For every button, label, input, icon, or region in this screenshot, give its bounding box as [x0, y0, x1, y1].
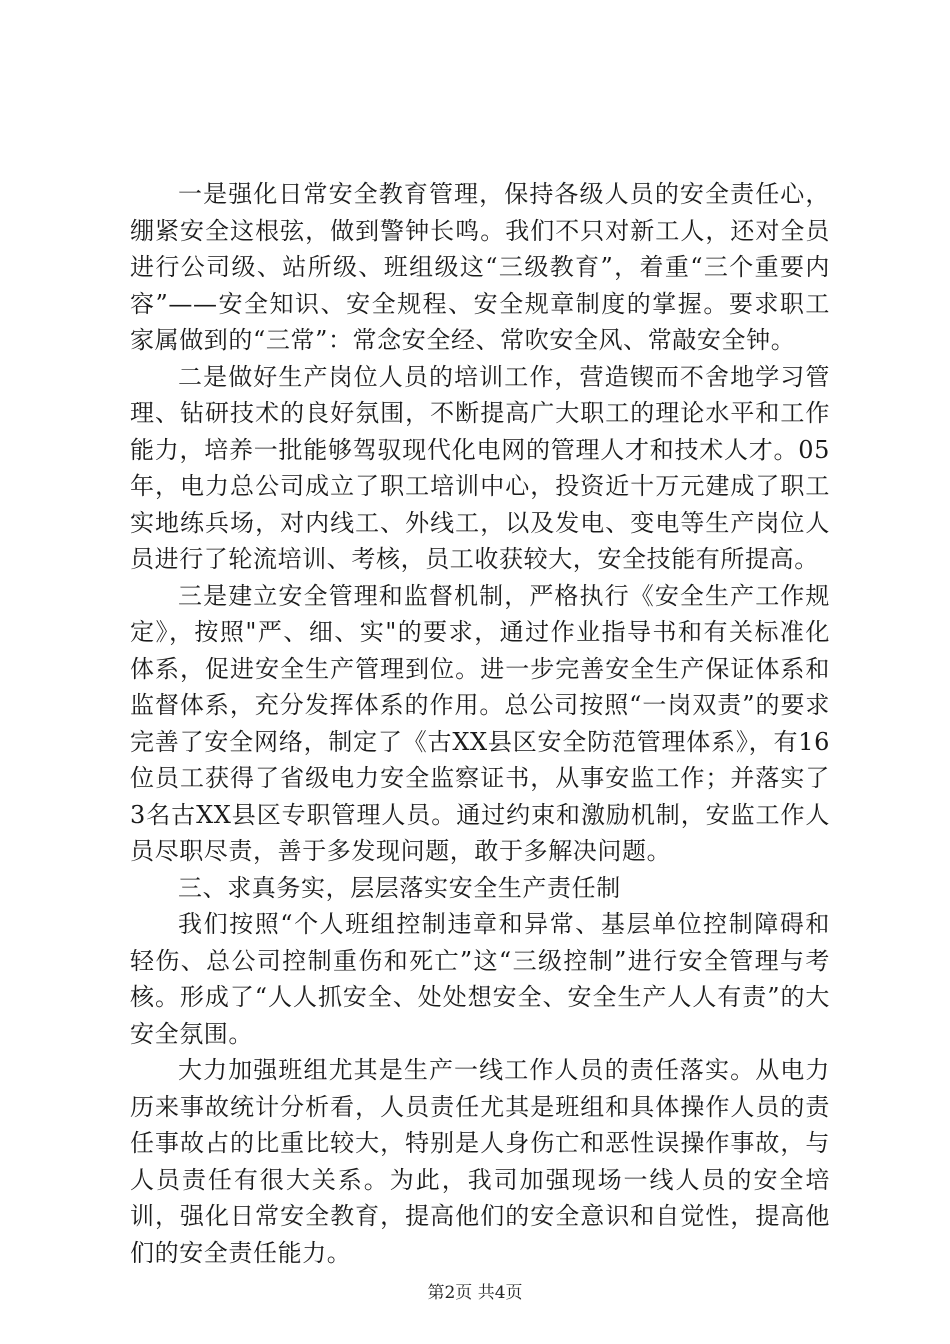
paragraph-supervision-mechanism: 三是建立安全管理和监督机制，严格执行《安全生产工作规定》，按照"严、细、实"的要求，通过作业指导书和有关标准化体系，促进安全生产管理到位。进一步完善安全生产保证体系和监督体系，充分发挥体系的作用。总公司按照“一岗双责”的要求完善了安全网络，制定了《古XX县区安全防范管理体系》，有16位员工获得了省级电力安全监察证书，从事安监工作；并落实了3名古XX县区专职管理人员。通过约束和激励机制，安监工作人员尽职尽责，善于多发现问题，敢于多解决问题。 — [130, 581, 830, 865]
paragraph-team-responsibility: 大力加强班组尤其是生产一线工作人员的责任落实。从电力历来事故统计分析看，人员责任尤其是班组和具体操作人员的责任事故占的比重比较大，特别是人身伤亡和恶性误操作事故，与人员责任有很大关系。为此，我司加强现场一线人员的安全培训，强化日常安全教育，提高他们的安全意识和自觉性，提高他们的安全责任能力。 — [130, 1056, 830, 1267]
page-number-footer: 第2页 共4页 — [427, 1283, 523, 1303]
paragraph-safety-education: 一是强化日常安全教育管理，保持各级人员的安全责任心，绷紧安全这根弦，做到警钟长鸣。我们不只对新工人，还对全员进行公司级、站所级、班组级这“三级教育”，着重“三个重要内容”——安全知识、安全规程、安全规章制度的掌握。要求职工家属做到的“三常”：常念安全经、常吹安全风、常敲安全钟。 — [130, 180, 830, 354]
section-heading-responsibility: 三、求真务实，层层落实安全生产责任制 — [178, 873, 621, 902]
paragraph-staff-training: 二是做好生产岗位人员的培训工作，营造锲而不舍地学习管理、钻研技术的良好氛围，不断提高广大职工的理论水平和工作能力，培养一批能够驾驭现代化电网的管理人才和技术人才。05年，电力总公司成立了职工培训中心，投资近十万元建成了职工实地练兵场，对内线工、外线工，以及发电、变电等生产岗位人员进行了轮流培训、考核，员工收获较大，安全技能有所提高。 — [130, 362, 830, 573]
document-body — [130, 176, 830, 1271]
paragraph-three-level-control: 我们按照“个人班组控制违章和异常、基层单位控制障碍和轻伤、总公司控制重伤和死亡”这“三级控制”进行安全管理与考核。形成了“人人抓安全、处处想安全、安全生产人人有责”的大安全氛围。 — [130, 910, 830, 1048]
